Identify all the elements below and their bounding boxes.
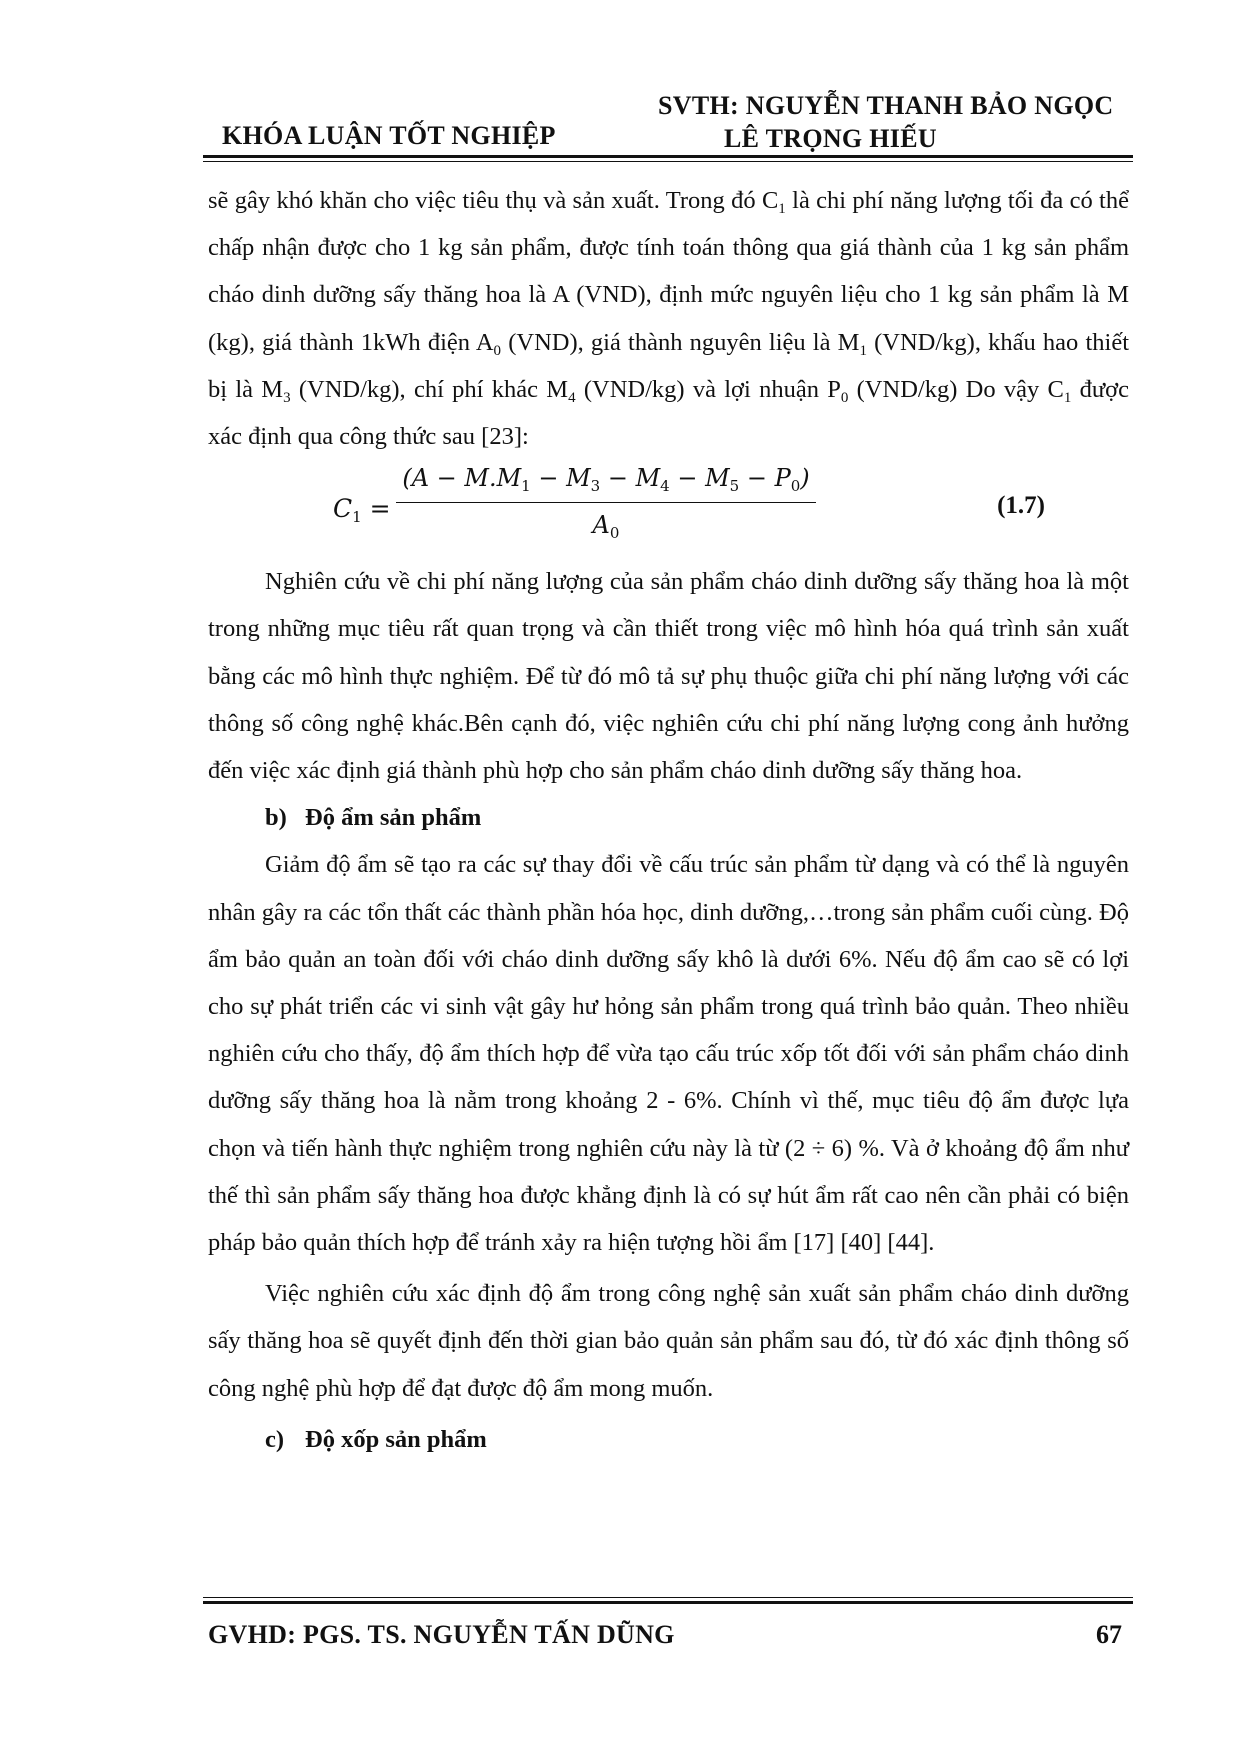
text-run: được xác định qua công thức sau [23]: [208, 375, 1129, 451]
subscript: 1 [778, 201, 786, 217]
heading-text: Độ ẩm sản phẩm [305, 804, 482, 832]
heading-text: Độ xốp sản phẩm [305, 1425, 487, 1453]
paragraph-energy-cost [208, 177, 1129, 460]
text-run: − M [669, 464, 730, 493]
heading-moisture [265, 794, 1129, 841]
paragraph-moisture-research: Việc nghiên cứu xác định độ ẩm trong công nghệ sản xuất sản phẩm cháo dinh dưỡng sấy thăng hoa sẽ quyết định đến thời gian bảo quản sản phẩm sau đó, từ đó xác định thông số công nghệ phù hợp để đạt được độ ẩm mong muốn. [208, 1280, 1129, 1402]
text-run: là chi phí năng lượng tối đa có thể chấp nhận được cho 1 kg sản phẩm, được tính toán thông qua giá thành của 1 kg sản phẩm cháo dinh dưỡng sấy thăng hoa là A (VND), định mức nguyên liệu cho 1 kg sản phẩm là M (kg), giá thành 1kWh điện A [208, 187, 1129, 356]
subscript: 1 [521, 477, 531, 496]
text-run: (VND/kg), khấu hao thiết bị là M [208, 328, 1130, 403]
equation-number: (1.7) [997, 492, 1045, 520]
text-run: (VND/kg) Do vậy C [848, 375, 1064, 403]
equation-denominator [396, 503, 816, 543]
text-run: (VND), giá thành nguyên liệu là M [501, 328, 860, 356]
heading-porosity [265, 1416, 1129, 1463]
text-run: sẽ gây khó khăn cho việc tiêu thụ và sản xuất. Trong đó C [208, 187, 779, 214]
header-rule-thick [203, 155, 1133, 158]
subscript: 3 [283, 389, 291, 406]
subscript: 1 [352, 508, 362, 527]
paragraph-moisture: Giảm độ ẩm sẽ tạo ra các sự thay đổi về cấu trúc sản phẩm từ dạng và có thể là nguyên nhân gây ra các tổn thất các thành phần hóa học, dinh dưỡng,…trong sản phẩm cuối cùng. Độ ẩm bảo quản an toàn đối với cháo dinh dưỡng sấy khô là dưới 6%. Nếu độ ẩm cao sẽ có lợi cho sự phát triển các vi sinh vật gây hư hỏng sản phẩm trong quá trình bảo quản. Theo nhiều nghiên cứu cho thấy, độ ẩm thích hợp để vừa tạo cấu trúc xốp tốt đối với sản phẩm cháo dinh dưỡng sấy thăng hoa là nằm trong khoảng 2 - 6%. Chính vì thế, mục tiêu độ ẩm được lựa chọn và tiến hành thực nghiệm trong nghiên cứu này là từ (2 ÷ 6) %. Và ở khoảng độ ẩm như thế thì sản phẩm sấy thăng hoa được khẳng định là có sự hút ẩm rất cao nên cần phải có biện pháp bảo quản thích hợp để tránh xảy ra hiện tượng hồi ẩm [17] [40] [44]. [208, 851, 1129, 1257]
text-run: A [592, 511, 610, 540]
text-run: ) [800, 464, 810, 493]
text-run: − M [600, 464, 661, 493]
text-run: C [333, 494, 353, 524]
subscript: 3 [590, 477, 601, 496]
header-author-1: SVTH: NGUYỄN THANH BẢO NGỌC [658, 91, 1114, 120]
subscript: 0 [609, 524, 620, 543]
subscript: 1 [859, 342, 867, 359]
header-rule-thin [203, 161, 1133, 162]
subscript: 0 [840, 389, 849, 406]
footer-rule-thick [203, 1601, 1133, 1604]
text-run: (A − M.M [402, 464, 522, 493]
equals-sign: = [361, 494, 391, 524]
text-run: − M [530, 464, 591, 493]
subscript: 1 [1063, 389, 1072, 406]
footer-rule-thin [203, 1597, 1133, 1598]
page-number: 67 [1096, 1620, 1122, 1649]
paragraph-energy-research: Nghiên cứu về chi phí năng lượng của sản phẩm cháo dinh dưỡng sấy thăng hoa là một trong những mục tiêu rất quan trọng và cần thiết trong việc mô hình hóa quá trình sản xuất bằng các mô hình thực nghiệm. Để từ đó mô tả sự phụ thuộc giữa chi phí năng lượng với các thông số công nghệ khác.Bên cạnh đó, việc nghiên cứu chi phí năng lượng cong ảnh hưởng đến việc xác định giá thành phù hợp cho sản phẩm cháo dinh dưỡng sấy thăng hoa. [208, 568, 1129, 785]
heading-label: b) [265, 804, 287, 832]
equation-fraction [396, 460, 816, 543]
subscript: 4 [660, 477, 670, 496]
page-body [208, 177, 1129, 1463]
header-thesis-title: KHÓA LUẬN TỐT NGHIỆP [222, 121, 556, 150]
equation-numerator [396, 460, 816, 503]
header-authors [658, 91, 1113, 154]
text-run: (VND/kg), chí phí khác M [290, 375, 569, 403]
footer-advisor: GVHD: PGS. TS. NGUYỄN TẤN DŨNG [208, 1620, 675, 1649]
subscript: 0 [493, 342, 502, 359]
text-run: (VND/kg) và lợi nhuận P [575, 375, 841, 403]
equation-lhs [333, 485, 391, 532]
header-author-2: LÊ TRỌNG HIẾU [724, 124, 937, 153]
subscript: 4 [568, 389, 576, 406]
text-run: − P [739, 464, 791, 493]
subscript: 5 [729, 477, 740, 496]
equation-1-7 [208, 460, 1129, 558]
subscript: 0 [790, 477, 801, 496]
heading-label: c) [265, 1425, 285, 1453]
